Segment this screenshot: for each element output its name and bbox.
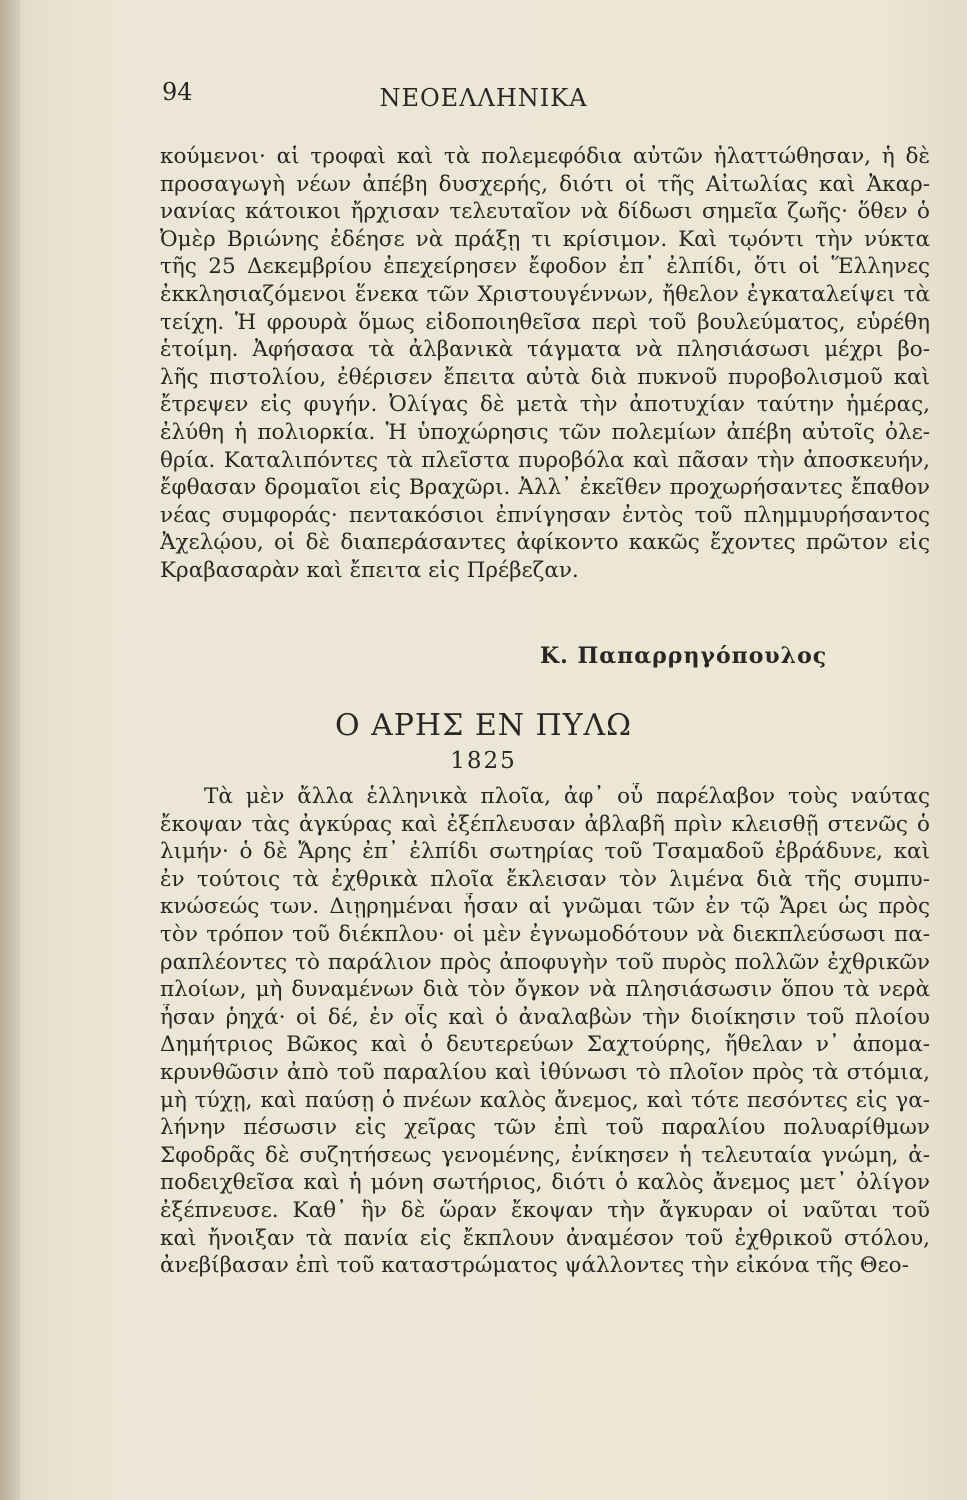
- article-title: Ο ΑΡΗΣ ΕΝ ΠΥΛΩ: [334, 708, 633, 743]
- text-line: κρυνθῶσιν ἀπὸ τοῦ παραλίου καὶ ἰθύνωσι τὸ πλοῖον πρὸς τὰ στόμια,: [160, 1059, 930, 1085]
- text-line: νανίας κάτοικοι ἤρχισαν τελευταῖον νὰ δίδωσι σημεῖα ζωῆς· ὅθεν ὁ: [160, 199, 930, 225]
- text-line: ἐν τούτοις τὰ ἐχθρικὰ πλοῖα ἔκλεισαν τὸν λιμένα διὰ τῆς συμπυ-: [160, 866, 930, 892]
- text-line: ἦσαν ῥηχά· οἱ δέ, ἐν οἷς καὶ ὁ ἀναλαβὼν τὴν διοίκησιν τοῦ πλοίου: [160, 1004, 930, 1030]
- text-line: μὴ τύχῃ, καὶ παύσῃ ὁ πνέων καλὸς ἄνεμος, καὶ τότε πεσόντες εἰς γα-: [160, 1087, 930, 1113]
- text-line: προσαγωγὴ νέων ἀπέβη δυσχερής, διότι οἱ τῆς Αἰτωλίας καὶ Ἀκαρ-: [160, 171, 930, 197]
- text-line: καὶ ἤνοιξαν τὰ πανία εἰς ἔκπλουν ἀναμέσον τοῦ ἐχθρικοῦ στόλου,: [160, 1225, 930, 1251]
- text-line: ἐλύθη ἡ πολιορκία. Ἡ ὑποχώρησις τῶν πολεμίων ἀπέβη αὐτοῖς ὀλε-: [160, 419, 930, 445]
- running-head: ΝΕΟΕΛΛΗΝΙΚΑ: [379, 84, 588, 112]
- text-line: λήνην πέσωσιν εἰς χεῖρας τῶν ἐπὶ τοῦ παραλίου πολυαρίθμων: [160, 1115, 930, 1141]
- text-line: Σφοδρᾶς δὲ συζητήσεως γενομένης, ἐνίκησεν ἡ τελευταία γνώμη, ἀ-: [160, 1142, 930, 1168]
- page-header: [0, 78, 967, 118]
- text-line: λῆς πιστολίου, ἐθέρισεν ἔπειτα αὐτὰ διὰ πυκνοῦ πυροβολισμοῦ καὶ: [160, 364, 930, 390]
- text-line: Ἀχελῴου, οἱ δὲ διαπεράσαντες ἀφίκοντο κακῶς ἔχοντες πρῶτον εἰς: [160, 530, 930, 556]
- text-line: ἑτοίμη. Ἀφήσασα τὰ ἀλβανικὰ τάγματα νὰ πλησιάσωσι μέχρι βο-: [160, 337, 930, 363]
- text-line: ραπλέοντες τὸ παράλιον πρὸς ἀποφυγὴν τοῦ πυρὸς πολλῶν ἐχθρικῶν: [160, 949, 930, 975]
- text-line: νέας συμφοράς· πεντακόσιοι ἐπνίγησαν ἐντὸς τοῦ πλημμυρήσαντος: [160, 502, 930, 528]
- text-line: Ὀμὲρ Βριώνης ἐδέησε νὰ πράξῃ τι κρίσιμον. Καὶ τῳόντι τὴν νύκτα: [160, 226, 930, 252]
- text-line: Τὰ μὲν ἄλλα ἑλληνικὰ πλοῖα, ἀφ᾽ οὗ παρέλαβον τοὺς ναύτας: [204, 784, 930, 809]
- text-line: ἔφθασαν δρομαῖοι εἰς Βραχῶρι. Ἀλλ᾽ ἐκεῖθεν προχωρήσαντες ἔπαθον: [160, 475, 930, 501]
- text-line: πλοίων, μὴ δυναμένων διὰ τὸν ὄγκον νὰ πλησιάσωσιν ὅπου τὰ νερὰ: [160, 977, 930, 1003]
- text-line: κούμενοι· αἱ τροφαὶ καὶ τὰ πολεμεφόδια αὐτῶν ἠλαττώθησαν, ἡ δὲ: [160, 144, 930, 169]
- text-line: κνώσεώς των. Διῃρημέναι ἦσαν αἱ γνῶμαι τῶν ἐν τῷ Ἄρει ὡς πρὸς: [160, 894, 930, 920]
- text-line: ποδειχθεῖσα καὶ ἡ μόνη σωτήριος, διότι ὁ καλὸς ἄνεμος μετ᾽ ὀλίγον: [160, 1170, 930, 1196]
- article-year: 1825: [450, 748, 517, 774]
- text-line: θρία. Καταλιπόντες τὰ πλεῖστα πυροβόλα καὶ πᾶσαν τὴν ἀποσκευήν,: [160, 447, 930, 473]
- page-number: 94: [162, 78, 193, 106]
- text-line: τείχη. Ἡ φρουρὰ ὅμως εἰδοποιηθεῖσα περὶ τοῦ βουλεύματος, εὑρέθη: [160, 309, 930, 335]
- previous-article-text: [160, 143, 930, 585]
- text-line: ἐξέπνευσε. Καθ᾽ ἣν δὲ ὥραν ἔκοψαν τὴν ἄγκυραν οἱ ναῦται τοῦ: [160, 1197, 930, 1223]
- text-line: τῆς 25 Δεκεμβρίου ἐπεχείρησεν ἔφοδον ἐπ᾽ ἐλπίδι, ὅτι οἱ Ἕλληνες: [160, 254, 930, 280]
- text-line: ἔκοψαν τὰς ἀγκύρας καὶ ἐξέπλευσαν ἀβλαβῆ πρὶν κλεισθῇ στενῶς ὁ: [160, 811, 930, 837]
- text-line: λιμήν· ὁ δὲ Ἄρης ἐπ᾽ ἐλπίδι σωτηρίας τοῦ Τσαμαδοῦ ἐβράδυνε, καὶ: [160, 839, 930, 865]
- text-line: Δημήτριος Βῶκος καὶ ὁ δευτερεύων Σαχτούρης, ἤθελαν ν᾽ ἀπομα-: [160, 1032, 930, 1058]
- text-line: Κραβασαρὰν καὶ ἔπειτα εἰς Πρέβεζαν.: [160, 557, 579, 583]
- text-line: ἔτρεψεν εἰς φυγήν. Ὀλίγας δὲ μετὰ τὴν ἀποτυχίαν ταύτην ἡμέρας,: [160, 392, 930, 418]
- article-body: [160, 783, 930, 1280]
- author-signature: Κ. Παπαρρηγόπουλος: [540, 643, 828, 669]
- text-line: ἀνεβίβασαν ἐπὶ τοῦ καταστρώματος ψάλλοντες τὴν εἰκόνα τῆς Θεο-: [160, 1253, 909, 1279]
- text-line: τὸν τρόπον τοῦ διέκπλου· οἱ μὲν ἐγνωμοδότουν νὰ διεκπλεύσωσι πα-: [160, 921, 930, 947]
- text-line: ἐκκλησιαζόμενοι ἕνεκα τῶν Χριστουγέννων, ἤθελον ἐγκαταλείψει τὰ: [160, 281, 930, 307]
